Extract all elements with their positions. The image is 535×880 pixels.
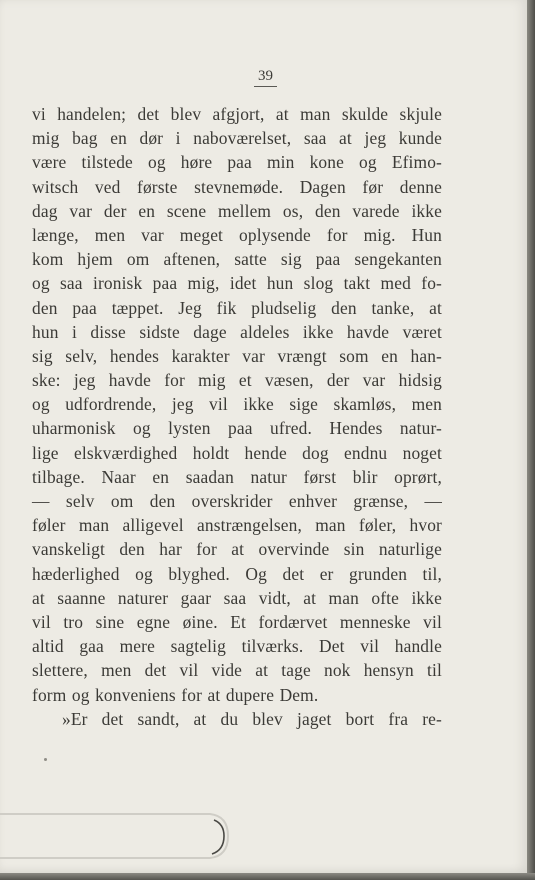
text-line: — selv om den overskrider enhver grænse, — — [32, 491, 442, 511]
text-line: føler man alligevel anstrængelsen, man føler, hvor — [32, 515, 442, 536]
text-line: ske: jeg havde for mig et væsen, der var hidsig — [32, 370, 442, 391]
text-line: hun i disse sidste dage aldeles ikke havde været — [32, 321, 442, 342]
text-line: lige elskværdighed holdt hende dog endnu noget — [32, 442, 442, 463]
text-line: sig selv, hendes karakter var vrængt som en han- — [32, 345, 442, 366]
text-line: form og konveniens for at dupere Dem. — [32, 684, 319, 705]
text-line: vi handelen; det blev afgjort, at man skulde skjule — [32, 104, 442, 124]
text-line: kom hjem om aftenen, satte sig paa sengekanten — [32, 249, 442, 270]
text-line: altid gaa mere sagtelig tilværks. Det vil handle — [32, 636, 442, 657]
text-line: dag var der en scene mellem os, den varede ikke — [32, 200, 442, 221]
text-line: slettere, men det vil vide at tage nok hensyn til — [32, 660, 442, 681]
book-edge-bottom — [0, 873, 535, 880]
text-line: uharmonisk og lysten paa ufred. Hendes natur- — [32, 418, 442, 439]
body-text — [32, 102, 442, 731]
text-line: være tilstede og høre paa min kone og Efimo- — [32, 152, 442, 173]
text-line: hæderlighed og blyghed. Og det er grunden til, — [32, 563, 442, 584]
text-line: witsch ved første stevnemøde. Dagen før denne — [32, 176, 442, 197]
text-line: mig bag en dør i naboværelset, saa at jeg kunde — [32, 128, 442, 149]
text-line: og udfordrende, jeg vil ikke sige skamløs, men — [32, 394, 442, 415]
text-line: den paa tæppet. Jeg fik pludselig den tanke, at — [32, 297, 442, 318]
library-stamp-mark — [0, 812, 232, 860]
paper-speck — [44, 758, 47, 761]
page-number-text: 39 — [254, 68, 277, 87]
text-line: at saanne naturer gaar saa vidt, at man ofte ikke — [32, 587, 442, 608]
text-line: længe, men var meget oplysende for mig. Hun — [32, 224, 442, 245]
text-line: tilbage. Naar en saadan natur først blir oprørt, — [32, 466, 442, 487]
text-line: »Er det sandt, at du blev jaget bort fra re- — [62, 708, 442, 729]
book-edge-right — [527, 0, 535, 880]
text-line: vanskeligt den har for at overvinde sin naturlige — [32, 539, 442, 560]
page-number — [0, 68, 527, 87]
text-line: og saa ironisk paa mig, idet hun slog takt med fo- — [32, 273, 442, 294]
text-line: vil tro sine egne øine. Et fordærvet menneske vil — [32, 611, 442, 632]
